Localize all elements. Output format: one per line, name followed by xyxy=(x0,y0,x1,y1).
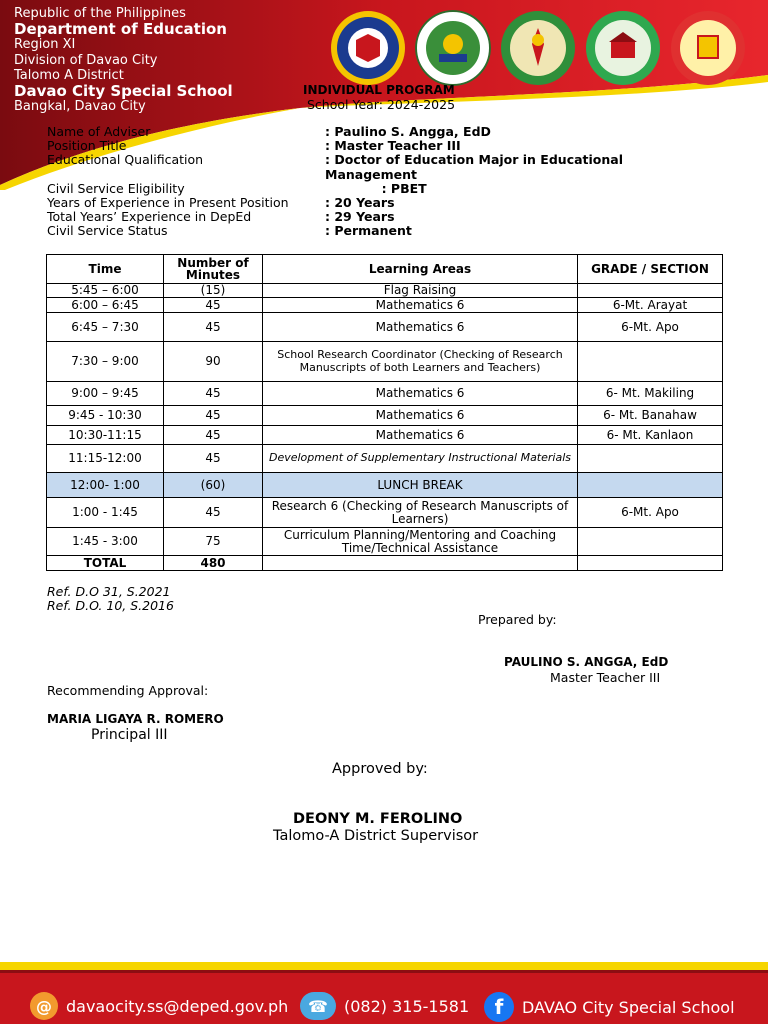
cell-time: 6:45 – 7:30 xyxy=(47,313,164,342)
cell-section: 6- Mt. Banahaw xyxy=(578,406,723,426)
table-row xyxy=(47,313,723,342)
org-republic: Republic of the Philippines xyxy=(14,6,186,21)
info-value: : 29 Years xyxy=(325,209,395,225)
total-empty xyxy=(263,556,578,571)
prepared-by-name: PAULINO S. ANGGA, EdD xyxy=(504,655,669,669)
cell-area: Flag Raising xyxy=(263,284,578,298)
email-icon: @ xyxy=(30,992,58,1020)
cell-time: 10:30-11:15 xyxy=(47,426,164,445)
talomo-district-seal-icon xyxy=(585,10,661,86)
cell-area: Research 6 (Checking of Research Manuscripts of Learners) xyxy=(263,498,578,528)
footer-email xyxy=(30,992,288,1020)
logo-row xyxy=(330,10,760,90)
recommending-position: Principal III xyxy=(91,727,168,743)
davao-city-division-seal-icon xyxy=(500,10,576,86)
cell-time: 7:30 – 9:00 xyxy=(47,342,164,382)
org-address: Bangkal, Davao City xyxy=(14,99,146,114)
org-department: Department of Education xyxy=(14,19,227,38)
total-empty xyxy=(578,556,723,571)
recommending-approval-label: Recommending Approval: xyxy=(47,683,209,698)
school-year: School Year: 2024-2025 xyxy=(307,97,456,112)
organization-block xyxy=(14,6,233,115)
footer-facebook-text: DAVAO City Special School xyxy=(522,997,735,1017)
references xyxy=(47,585,174,613)
cell-section: 6-Mt. Apo xyxy=(578,498,723,528)
org-district: Talomo A District xyxy=(14,68,124,83)
header-time: Time xyxy=(47,255,164,284)
footer-phone xyxy=(300,992,469,1020)
cell-minutes: 45 xyxy=(164,426,263,445)
info-label: Name of Adviser xyxy=(47,124,151,139)
info-value: : Paulino S. Angga, EdD xyxy=(325,124,491,139)
cell-time: 11:15-12:00 xyxy=(47,445,164,473)
cell-minutes: 45 xyxy=(164,498,263,528)
cell-section: 6- Mt. Kanlaon xyxy=(578,426,723,445)
approved-by-name: DEONY M. FEROLINO xyxy=(293,811,463,827)
cell-time: 1:45 - 3:00 xyxy=(47,528,164,556)
approved-by-label: Approved by: xyxy=(332,761,428,777)
program-title: INDIVIDUAL PROGRAM xyxy=(303,83,455,97)
cell-area: Mathematics 6 xyxy=(263,426,578,445)
cell-area: Mathematics 6 xyxy=(263,406,578,426)
cell-time: 9:00 – 9:45 xyxy=(47,382,164,406)
info-label: Position Title xyxy=(47,138,127,154)
cell-section xyxy=(578,342,723,382)
info-label: Years of Experience in Present Position xyxy=(47,194,289,210)
cell-minutes: 45 xyxy=(164,313,263,342)
cell-area: Curriculum Planning/Mentoring and Coaching Time/Technical Assistance xyxy=(263,528,578,556)
cell-minutes: 75 xyxy=(164,528,263,556)
info-value: : Master Teacher III xyxy=(325,138,461,154)
deped-division-seal-icon xyxy=(415,10,491,86)
cell-time: 6:00 – 6:45 xyxy=(47,298,164,313)
info-label: Civil Service Status xyxy=(47,223,168,239)
schedule-table xyxy=(46,254,723,571)
facebook-icon: f xyxy=(484,992,514,1022)
total-label: TOTAL xyxy=(47,556,164,571)
reference-line: Ref. D.O 31, S.2021 xyxy=(47,584,171,599)
prepared-by-label: Prepared by: xyxy=(478,612,557,627)
table-row xyxy=(47,382,723,406)
cell-time: 12:00- 1:00 xyxy=(47,473,164,498)
phone-icon: ☎ xyxy=(300,992,336,1020)
cell-area: Mathematics 6 xyxy=(263,298,578,313)
cell-area: LUNCH BREAK xyxy=(263,473,578,498)
table-row-lunch xyxy=(47,473,723,498)
org-region: Region XI xyxy=(14,37,76,52)
cell-minutes: (15) xyxy=(164,284,263,298)
info-label: Educational Qualification xyxy=(47,152,204,168)
table-row xyxy=(47,298,723,313)
cell-area: Mathematics 6 xyxy=(263,382,578,406)
info-value: : PBET xyxy=(325,180,427,196)
cell-minutes: 45 xyxy=(164,298,263,313)
footer-phone-text: (082) 315-1581 xyxy=(344,996,470,1016)
table-row xyxy=(47,498,723,528)
cell-minutes: 45 xyxy=(164,382,263,406)
cell-section xyxy=(578,473,723,498)
recommending-name: MARIA LIGAYA R. ROMERO xyxy=(47,712,224,726)
cell-section xyxy=(578,445,723,473)
table-row xyxy=(47,284,723,298)
school-seal-icon xyxy=(670,10,746,86)
table-row xyxy=(47,406,723,426)
cell-section: 6-Mt. Arayat xyxy=(578,298,723,313)
info-value: : Permanent xyxy=(325,223,412,239)
header-learning-areas: Learning Areas xyxy=(263,255,578,284)
info-label: Civil Service Eligibility xyxy=(47,180,185,196)
cell-area: Development of Supplementary Instructional Materials xyxy=(263,445,578,473)
cell-minutes: 45 xyxy=(164,445,263,473)
cell-section: 6-Mt. Apo xyxy=(578,313,723,342)
header-minutes: Number of Minutes xyxy=(164,255,263,284)
cell-time: 1:00 - 1:45 xyxy=(47,498,164,528)
table-row xyxy=(47,445,723,473)
table-row xyxy=(47,426,723,445)
cell-area: Mathematics 6 xyxy=(263,313,578,342)
cell-time: 5:45 – 6:00 xyxy=(47,284,164,298)
info-value: : Doctor of Education Major in Educational xyxy=(325,152,624,168)
table-header-row xyxy=(47,255,723,284)
cell-minutes: 45 xyxy=(164,406,263,426)
cell-minutes: (60) xyxy=(164,473,263,498)
footer-facebook xyxy=(484,992,735,1022)
total-minutes: 480 xyxy=(164,556,263,571)
footer-email-text: davaocity.ss@deped.gov.ph xyxy=(66,996,289,1016)
table-total-row xyxy=(47,556,723,571)
cell-area: School Research Coordinator (Checking of Research Manuscripts of both Learners and Teachers) xyxy=(263,342,578,382)
reference-line: Ref. D.O. 10, S.2016 xyxy=(47,598,174,613)
deped-seal-icon xyxy=(330,10,406,86)
info-label: Total Years’ Experience in DepEd xyxy=(47,209,252,225)
cell-section: 6- Mt. Makiling xyxy=(578,382,723,406)
cell-minutes: 90 xyxy=(164,342,263,382)
info-value: Management xyxy=(325,166,418,182)
prepared-by-position: Master Teacher III xyxy=(550,670,661,685)
org-school: Davao City Special School xyxy=(14,81,233,100)
approved-by-position: Talomo-A District Supervisor xyxy=(273,828,479,844)
footer-banner xyxy=(0,962,768,1024)
header-grade-section: GRADE / SECTION xyxy=(578,255,723,284)
info-value: : 20 Years xyxy=(325,194,395,210)
table-row xyxy=(47,528,723,556)
cell-section xyxy=(578,284,723,298)
cell-time: 9:45 - 10:30 xyxy=(47,406,164,426)
table-row xyxy=(47,342,723,382)
org-division: Division of Davao City xyxy=(14,52,158,68)
cell-section xyxy=(578,528,723,556)
